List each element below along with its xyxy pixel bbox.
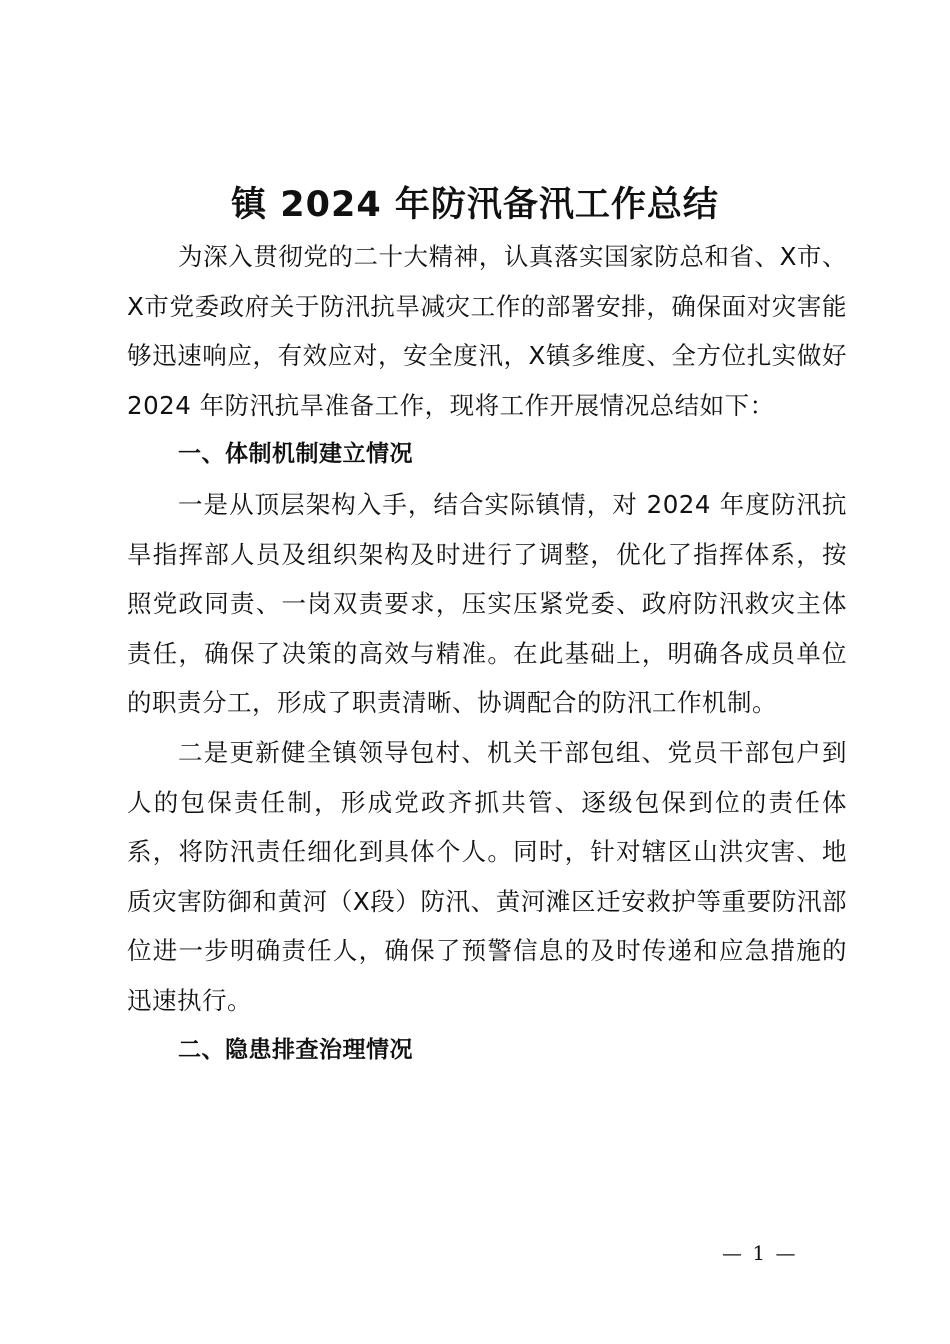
document-title: 镇 2024 年防汛备汛工作总结 [231,185,719,225]
section-heading-1: 一、体制机制建立情况 [178,441,413,468]
section1-paragraph-2: 二是更新健全镇领导包村、机关干部包组、党员干部包户到人的包保责任制，形成党政齐抓共管、逐级包保到位的责任体系，将防汛责任细化到具体个人。同时，针对辖区山洪灾害、地质灾害防御和黄河（X段）防汛、黄河滩区迁安救护等重要防汛部位进一步明确责任人，确保了预警信息的及时传递和应急措施的迅速执行。 [127,737,847,1015]
section1-paragraph-1: 一是从顶层架构入手，结合实际镇情，对 2024 年度防汛抗旱指挥部人员及组织架构及时进行了调整，优化了指挥体系，按照党政同责、一岗双责要求，压实压紧党委、政府防汛救灾主体责任，确保了决策的高效与精准。在此基础上，明确各成员单位的职责分工，形成了职责清晰、协调配合的防汛工作机制。 [127,489,847,718]
section-heading-2: 二、隐患排查治理情况 [178,1036,413,1063]
page-number: — 1 — [722,1241,798,1265]
intro-paragraph: 为深入贯彻党的二十大精神，认真落实国家防总和省、X市、X市党委政府关于防汛抗旱减灾工作的部署安排，确保面对灾害能够迅速响应，有效应对，安全度汛，X镇多维度、全方位扎实做好 2024 年防汛抗旱准备工作，现将工作开展情况总结如下： [127,242,847,420]
document-body [127,232,847,1075]
